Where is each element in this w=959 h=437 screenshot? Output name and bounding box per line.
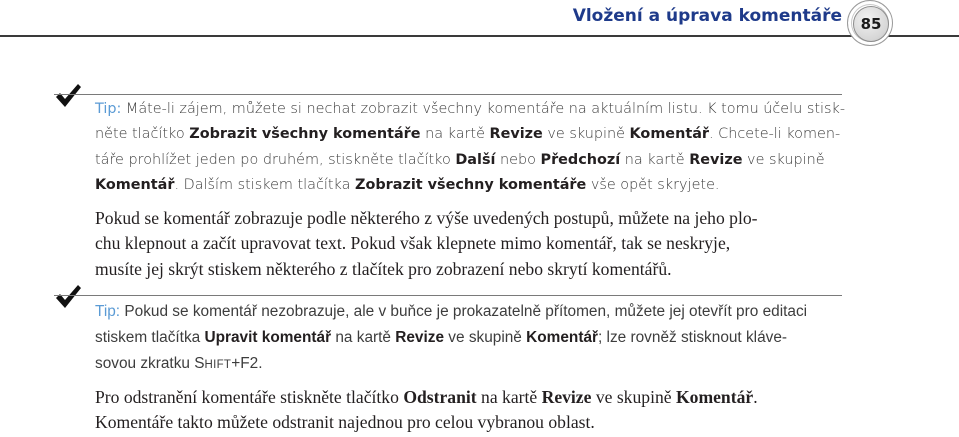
text-run: stiskem tlačítka [95, 328, 205, 346]
text-run: ve skupině [444, 328, 527, 346]
bold-term: Zobrazit všechny komentáře [355, 176, 587, 193]
bold-term: Další [455, 151, 496, 168]
bold-term: Revize [395, 328, 445, 346]
chapter-title: Vložení a úprava komentáře [572, 6, 842, 26]
bold-term: Odstranit [403, 387, 477, 407]
checkmark-icon [54, 82, 82, 110]
text-run: táře prohlížet jeden po druhém, stiskněte tlačítko [95, 151, 456, 168]
text-line: chu klepnout a začít upravovat text. Pokud však klepnete mimo komentář, tak se neskryje, [95, 233, 731, 254]
text-run: . Chcete-li komen- [709, 126, 841, 143]
key-smallcaps: HIFT [204, 358, 232, 371]
text-run: ve skupině [742, 151, 825, 168]
bold-term: Revize [489, 126, 543, 143]
text-run: ; lze rovněž stisknout kláve- [598, 328, 788, 346]
bold-term: Komentář [675, 387, 754, 407]
text-line: musíte jej skrýt stiskem některého z tlačítek pro zobrazení nebo skrytí komentářů. [95, 258, 672, 279]
checkmark-icon [54, 283, 82, 311]
bold-term: Zobrazit všechny komentáře [189, 126, 421, 143]
bold-term: Komentář [526, 328, 598, 346]
bold-term: Revize [689, 151, 743, 168]
text-run: Máte-li zájem, můžete si nechat zobrazit všechny komentáře na aktuálním listu. K tomu účelu stisk- [121, 101, 846, 117]
text-run: na kartě [331, 328, 396, 346]
keyboard-shortcut [194, 355, 262, 372]
tip-label: Tip: [95, 303, 121, 320]
text-run: něte tlačítko [95, 126, 190, 143]
text-run: na kartě [620, 151, 690, 168]
bold-term: Komentář [95, 176, 175, 193]
body-paragraph-2 [95, 385, 847, 436]
tip-label: Tip: [95, 101, 122, 117]
text-run: Pro odstranění komentáře stiskněte tlačítko [95, 387, 404, 407]
bold-term: Předchozí [540, 151, 621, 168]
bold-term: Komentář [629, 126, 710, 143]
bold-term: Revize [541, 387, 592, 407]
page-number-badge [847, 0, 893, 46]
text-run: sovou zkratku [95, 354, 195, 372]
text-run: ve skupině [542, 126, 630, 143]
text-line: Komentáře takto můžete odstranit najednou pro celou vybranou oblast. [95, 412, 595, 433]
key-initial: S [194, 354, 205, 372]
body-paragraph-1 [95, 206, 847, 282]
text-run: nebo [495, 151, 541, 168]
tip-paragraph-1 [95, 97, 847, 198]
text-run: na kartě [420, 126, 490, 143]
tip-paragraph-2 [95, 299, 847, 378]
text-run: vše opět skryjete. [586, 176, 720, 193]
text-run: Pokud se komentář nezobrazuje, ale v buňce je prokazatelně přítomen, můžete jej otevřít pro editaci [120, 303, 808, 320]
key-suffix: +F2. [231, 354, 263, 372]
page-number: 85 [853, 6, 889, 42]
text-run: na kartě [476, 387, 542, 407]
tip-divider [54, 295, 842, 296]
text-run: . [753, 387, 758, 407]
bold-term: Upravit komentář [204, 328, 332, 346]
text-run: ve skupině [591, 387, 676, 407]
header-rule [0, 35, 959, 37]
text-line: Pokud se komentář zobrazuje podle některého z výše uvedených postupů, můžete na jeho plo- [95, 208, 758, 228]
tip-divider [54, 94, 842, 95]
text-run: . Dalším stiskem tlačítka [174, 176, 356, 193]
